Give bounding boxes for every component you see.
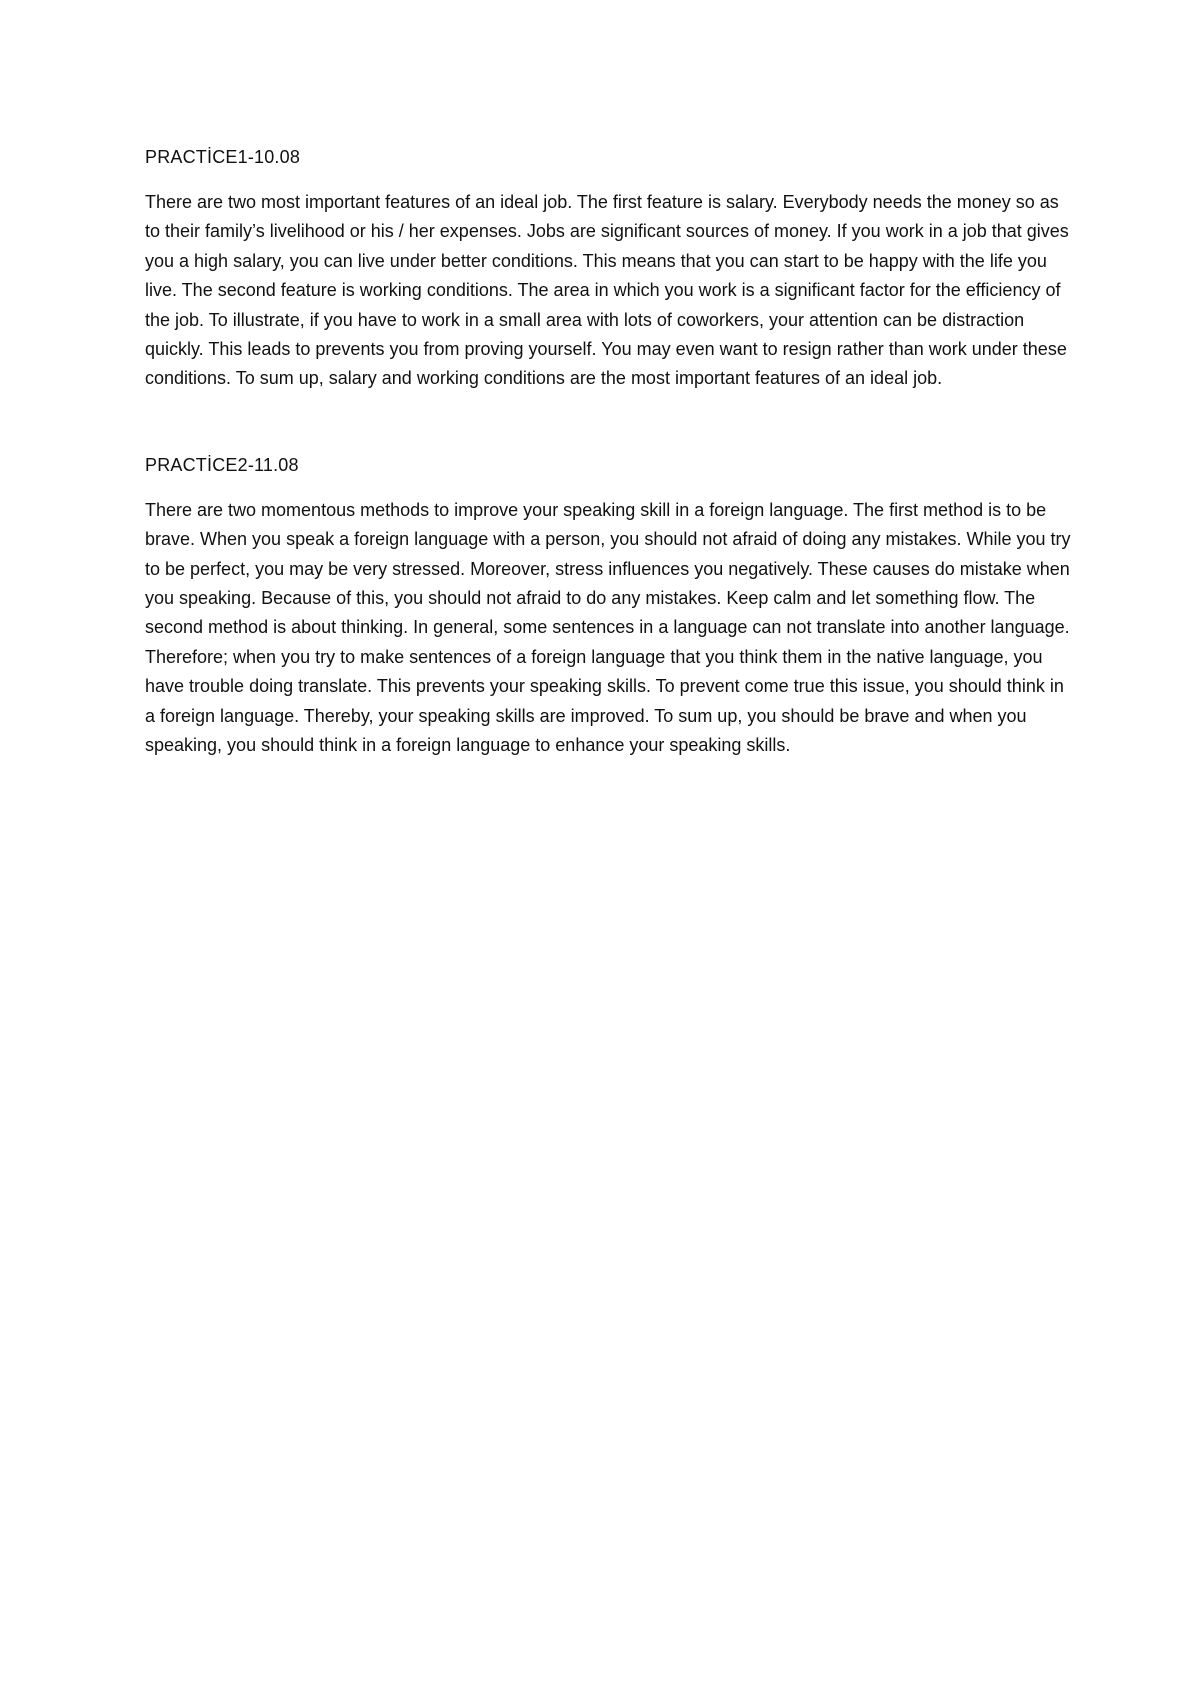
section-heading: PRACTİCE2-11.08 — [145, 454, 299, 475]
practice-section-2 — [145, 451, 1075, 761]
section-paragraph: There are two most important features of an ideal job. The first feature is salary. Everybody needs the money so as to their family’s livelihood or his / her expenses. Jobs are significant sources of money. If you work in a job that gives you a high salary, you can live under better conditions. This means that you can start to be happy with the life you live. The second feature is working conditions. The area in which you work is a significant factor for the efficiency of the job. To illustrate, if you have to work in a small area with lots of coworkers, your attention can be distraction quickly. This leads to prevents you from proving yourself. You may even want to resign rather than work under these conditions. To sum up, salary and working conditions are the most important features of an ideal job. — [145, 192, 1069, 389]
document-content — [145, 143, 1075, 818]
section-paragraph: There are two momentous methods to improve your speaking skill in a foreign language. The first method is to be brave. When you speak a foreign language with a person, you should not afraid of doing any mistakes. While you try to be perfect, you may be very stressed. Moreover, stress influences you negatively. These causes do mistake when you speaking. Because of this, you should not afraid to do any mistakes. Keep calm and let something flow. The second method is about thinking. In general, some sentences in a language can not translate into another language. Therefore; when you try to make sentences of a foreign language that you think them in the native language, you have trouble doing translate. This prevents your speaking skills. To prevent come true this issue, you should think in a foreign language. Thereby, your speaking skills are improved. To sum up, you should be brave and when you speaking, you should think in a foreign language to enhance your speaking skills. — [145, 499, 1071, 756]
practice-section-1 — [145, 143, 1075, 394]
section-heading: PRACTİCE1-10.08 — [145, 147, 301, 167]
